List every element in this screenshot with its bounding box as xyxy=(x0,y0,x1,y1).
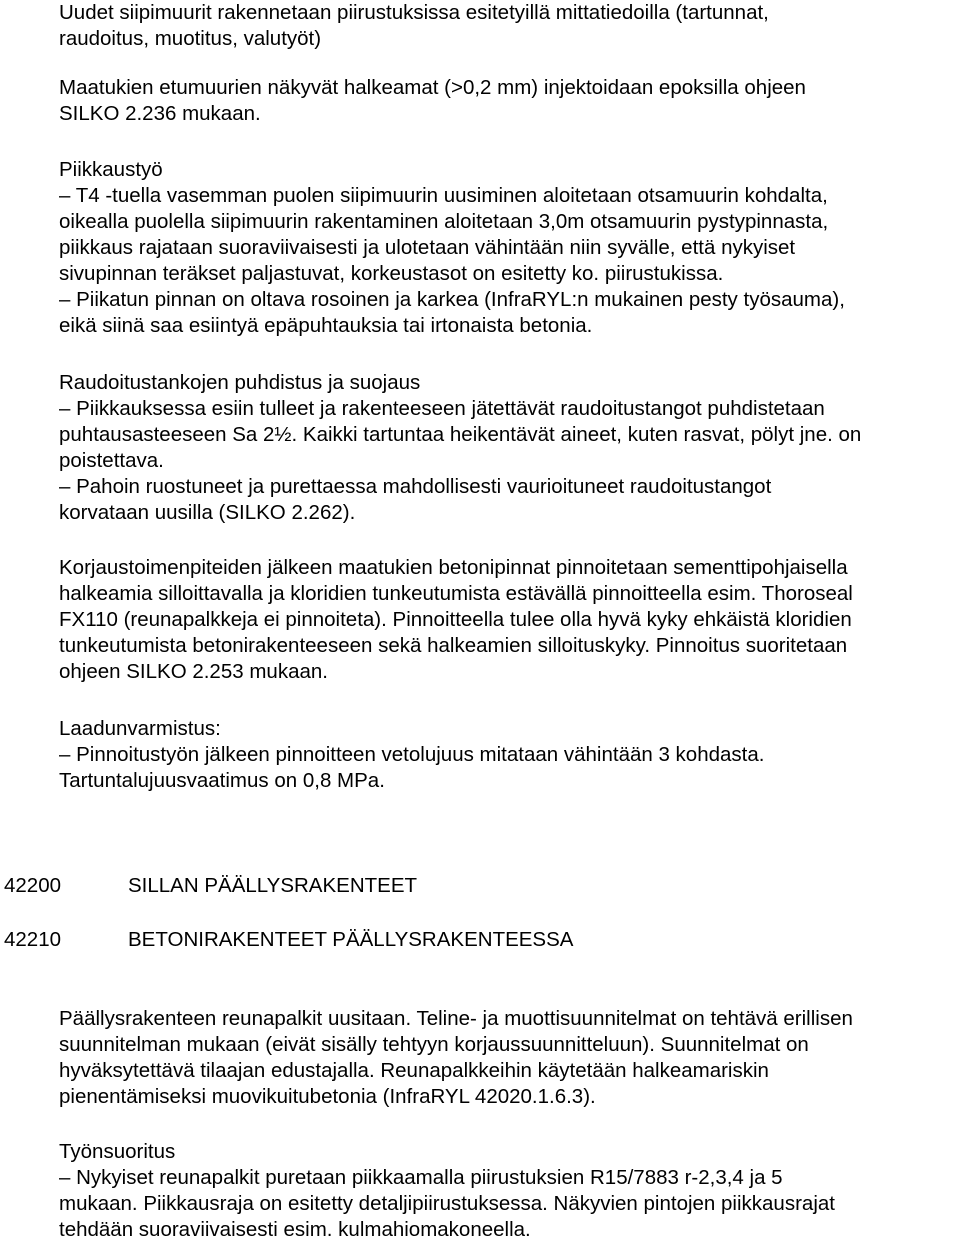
text-line: Tartuntalujuusvaatimus on 0,8 MPa. xyxy=(59,769,385,792)
text-line: SILKO 2.236 mukaan. xyxy=(59,102,261,125)
text-line: ohjeen SILKO 2.253 mukaan. xyxy=(59,660,328,683)
text-line: – Piikkauksessa esiin tulleet ja rakenteeseen jätettävät raudoitustangot puhdistetaan xyxy=(59,397,825,420)
text-line: korvataan uusilla (SILKO 2.262). xyxy=(59,501,356,524)
section-heading-42200 xyxy=(4,873,904,899)
text-line: eikä siinä saa esiintyä epäpuhtauksia tai irtonaista betonia. xyxy=(59,314,593,337)
section-number: 42210 xyxy=(4,928,62,951)
text-line: tehdään suoraviivaisesti esim. kulmahiomakoneella. xyxy=(59,1218,531,1241)
laadunvarmistus-section xyxy=(59,716,954,794)
section-title: Raudoitustankojen puhdistus ja suojaus xyxy=(59,371,421,394)
section-heading-title: BETONIRAKENTEET PÄÄLLYSRAKENTEESSA xyxy=(128,928,574,951)
korjaus-paragraph xyxy=(59,555,954,685)
intro-paragraph xyxy=(59,0,954,52)
paallys-paragraph xyxy=(59,1006,954,1110)
text-line: poistettava. xyxy=(59,449,164,472)
section-heading-42210 xyxy=(4,927,904,953)
text-line: Maatukien etumuurien näkyvät halkeamat (>0,2 mm) injektoidaan epoksilla ohjeen xyxy=(59,76,806,99)
section-title: Laadunvarmistus: xyxy=(59,717,221,740)
text-line: suunnitelman mukaan (eivät sisälly tehtyyn korjaussuunnitteluun). Suunnitelmat on xyxy=(59,1033,809,1056)
text-line: – Piikatun pinnan on oltava rosoinen ja karkea (InfraRYL:n mukainen pesty työsauma), xyxy=(59,288,845,311)
raudoitus-section xyxy=(59,370,954,526)
text-line: sivupinnan teräkset paljastuvat, korkeustasot on esitetty ko. piirustukissa. xyxy=(59,262,724,285)
section-heading-title: SILLAN PÄÄLLYSRAKENTEET xyxy=(128,874,418,897)
text-line: – Pinnoitustyön jälkeen pinnoitteen vetolujuus mitataan vähintään 3 kohdasta. xyxy=(59,743,765,766)
text-line: halkeamia silloittavalla ja kloridien tunkeutumista estävällä pinnoitteella esim. Thoroseal xyxy=(59,582,853,605)
cracks-paragraph xyxy=(59,75,954,127)
text-line: raudoitus, muotitus, valutyöt) xyxy=(59,27,322,50)
section-title: Työnsuoritus xyxy=(59,1140,176,1163)
tyosuoritus-section xyxy=(59,1139,954,1243)
text-line: – T4 -tuella vasemman puolen siipimuurin uusiminen aloitetaan otsamuurin kohdalta, xyxy=(59,184,828,207)
text-line: pienentämiseksi muovikuitubetonia (InfraRYL 42020.1.6.3). xyxy=(59,1085,596,1108)
text-line: hyväksytettävä tilaajan edustajalla. Reunapalkkeihin käytetään halkeamariskin xyxy=(59,1059,769,1082)
text-line: FX110 (reunapalkkeja ei pinnoiteta). Pinnoitteella tulee olla hyvä kyky ehkäistä kloridien xyxy=(59,608,852,631)
text-line: mukaan. Piikkausraja on esitetty detaljipiirustuksessa. Näkyvien pintojen piikkausrajat xyxy=(59,1192,835,1215)
text-line: Päällysrakenteen reunapalkit uusitaan. Teline- ja muottisuunnitelmat on tehtävä erillisen xyxy=(59,1007,853,1030)
section-title: Piikkaustyö xyxy=(59,158,163,181)
text-line: piikkaus rajataan suoraviivaisesti ja ulotetaan vähintään niin syvälle, että nykyiset xyxy=(59,236,796,259)
text-line: Uudet siipimuurit rakennetaan piirustuksissa esitetyillä mittatiedoilla (tartunnat, xyxy=(59,1,769,24)
section-number: 42200 xyxy=(4,874,62,897)
text-line: oikealla puolella siipimuurin rakentaminen aloitetaan 3,0m otsamuurin pystypinnasta, xyxy=(59,210,829,233)
text-line: – Nykyiset reunapalkit puretaan piikkaamalla piirustuksien R15/7883 r-2,3,4 ja 5 xyxy=(59,1166,783,1189)
text-line: puhtausasteeseen Sa 2½. Kaikki tartuntaa heikentävät aineet, kuten rasvat, pölyt jne. on xyxy=(59,423,862,446)
text-line: Korjaustoimenpiteiden jälkeen maatukien betonipinnat pinnoitetaan sementtipohjaisella xyxy=(59,556,848,579)
text-line: tunkeutumista betonirakenteeseen sekä halkeamien silloituskyky. Pinnoitus suoritetaan xyxy=(59,634,848,657)
text-line: – Pahoin ruostuneet ja purettaessa mahdollisesti vaurioituneet raudoitustangot xyxy=(59,475,772,498)
piikkaus-section xyxy=(59,157,954,339)
